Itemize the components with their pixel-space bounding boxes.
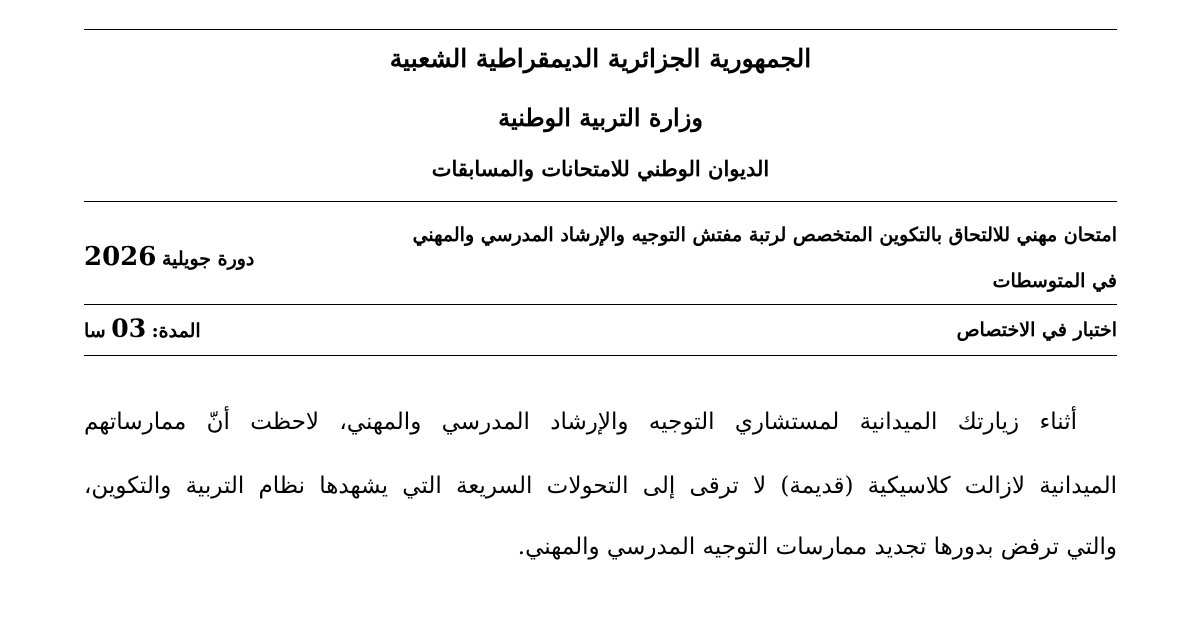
top-rule <box>84 29 1117 30</box>
exam-duration <box>84 312 201 349</box>
paragraph-line-2: الميدانية لازالت كلاسيكية (قديمة) لا ترقى إلى التحولات السريعة التي يشهدها نظام التربية والتكوين، <box>84 473 1117 499</box>
session-label: دورة جويلية <box>161 248 255 270</box>
paragraph-line-3: والتي ترفض بدورها تجديد ممارسات التوجيه المدرسي والمهني. <box>517 534 1117 560</box>
test-name: اختبار في الاختصاص <box>956 319 1117 341</box>
paragraph-line-1: أثناء زيارتك الميدانية لمستشاري التوجيه والإرشاد المدرسي والمهني، لاحظت أنّ ممارساتهم <box>84 409 1077 435</box>
header-divider-rule <box>84 201 1117 202</box>
duration-unit: سا <box>84 320 106 342</box>
exam-title-line2: في المتوسطات <box>992 270 1117 292</box>
exam-title-line1: امتحان مهني للالتحاق بالتكوين المتخصص لرتبة مفتش التوجيه والإرشاد المدرسي والمهني <box>412 224 1117 246</box>
session-year: 2026 <box>84 242 157 272</box>
title-divider-rule <box>84 304 1117 305</box>
info-bottom-rule <box>84 355 1117 356</box>
exam-session <box>84 240 254 277</box>
duration-value: 03 <box>111 314 147 343</box>
duration-label: المدة: <box>151 320 201 342</box>
ministry-heading: وزارة التربية الوطنية <box>498 103 703 132</box>
office-heading: الديوان الوطني للامتحانات والمسابقات <box>431 156 770 181</box>
republic-heading: الجمهورية الجزائرية الديمقراطية الشعبية <box>389 44 812 73</box>
